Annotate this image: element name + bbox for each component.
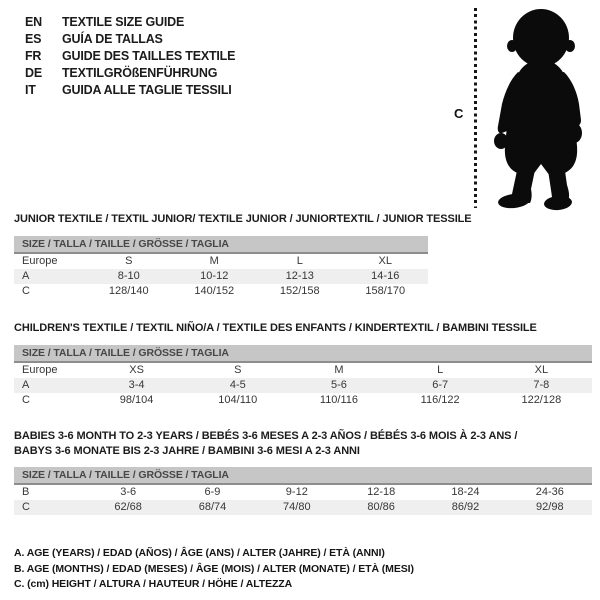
height-measure-label: C bbox=[454, 106, 464, 121]
lang-title-es: GUÍA DE TALLAS bbox=[62, 31, 163, 46]
cell: L bbox=[296, 255, 303, 267]
cell: 10-12 bbox=[200, 270, 229, 282]
cell: 122/128 bbox=[521, 394, 562, 406]
row-label: Europe bbox=[22, 255, 58, 267]
section-babies-textile bbox=[14, 429, 592, 515]
cell: 68/74 bbox=[198, 501, 227, 513]
junior-size-table bbox=[14, 236, 428, 299]
lang-code-de: DE bbox=[25, 65, 42, 80]
cell: 6-7 bbox=[432, 379, 449, 391]
children-size-table bbox=[14, 345, 592, 408]
cell: 3-6 bbox=[120, 486, 137, 498]
language-header bbox=[25, 13, 235, 98]
cell: 8-10 bbox=[117, 270, 140, 282]
lang-row-de bbox=[25, 64, 235, 81]
note-age-months: B. AGE (MONTHS) / EDAD (MESES) / ÂGE (MOIS) / ALTER (MONATE) / ETÀ (MESI) bbox=[14, 562, 414, 575]
children-section-title: CHILDREN'S TEXTILE / TEXTIL NIÑO/A / TEXTILE DES ENFANTS / KINDERTEXTIL / BAMBINI TESSILE bbox=[14, 322, 537, 334]
lang-code-en: EN bbox=[25, 14, 42, 29]
cell: M bbox=[209, 255, 219, 267]
cell: 128/140 bbox=[108, 285, 149, 297]
legend-notes bbox=[14, 546, 592, 593]
cell: 4-5 bbox=[229, 379, 246, 391]
cell: XS bbox=[129, 364, 144, 376]
cell: 152/158 bbox=[279, 285, 320, 297]
cell: M bbox=[334, 364, 344, 376]
junior-size-header: SIZE / TALLA / TAILLE / GRÖSSE / TAGLIA bbox=[14, 236, 428, 254]
cell: 6-9 bbox=[204, 486, 221, 498]
cell: S bbox=[125, 255, 133, 267]
lang-row-it bbox=[25, 81, 235, 98]
lang-row-es bbox=[25, 30, 235, 47]
junior-section-title: JUNIOR TEXTILE / TEXTIL JUNIOR/ TEXTILE JUNIOR / JUNIORTEXTIL / JUNIOR TESSILE bbox=[14, 213, 472, 225]
cell: XL bbox=[534, 364, 549, 376]
note-height-cm: C. (cm) HEIGHT / ALTURA / HAUTEUR / HÖHE / ALTEZZA bbox=[14, 578, 293, 590]
cell: 92/98 bbox=[536, 501, 564, 513]
table-row bbox=[14, 363, 592, 378]
cell: 86/92 bbox=[451, 501, 480, 513]
lang-title-fr: GUIDE DES TAILLES TEXTILE bbox=[62, 48, 236, 63]
lang-title-en: TEXTILE SIZE GUIDE bbox=[62, 14, 185, 29]
cell: 5-6 bbox=[331, 379, 347, 391]
cell: 110/116 bbox=[319, 394, 359, 406]
cell: 140/152 bbox=[194, 285, 235, 297]
row-label: C bbox=[22, 501, 30, 513]
cell: 158/170 bbox=[365, 285, 406, 297]
row-label: B bbox=[22, 486, 30, 498]
row-label: Europe bbox=[22, 364, 58, 376]
lang-title-de: TEXTILGRÖßENFÜHRUNG bbox=[62, 65, 218, 80]
cell: 116/122 bbox=[420, 394, 460, 406]
table-row bbox=[14, 284, 428, 299]
cell: 98/104 bbox=[119, 394, 154, 406]
lang-code-fr: FR bbox=[25, 48, 42, 63]
cell: L bbox=[437, 364, 444, 376]
cell: 12-18 bbox=[367, 486, 396, 498]
cell: 18-24 bbox=[451, 486, 480, 498]
cell: 3-4 bbox=[128, 379, 145, 391]
cell: 9-12 bbox=[285, 486, 308, 498]
table-row bbox=[14, 393, 592, 408]
section-junior-textile bbox=[14, 212, 592, 299]
babies-size-header: SIZE / TALLA / TAILLE / GRÖSSE / TAGLIA bbox=[14, 467, 592, 485]
note-age-years: A. AGE (YEARS) / EDAD (AÑOS) / ÂGE (ANS) / ALTER (JAHRE) / ETÀ (ANNI) bbox=[14, 547, 385, 559]
cell: 104/110 bbox=[218, 394, 258, 406]
lang-title-it: GUIDA ALLE TAGLIE TESSILI bbox=[62, 82, 232, 97]
table-row bbox=[14, 254, 428, 269]
children-size-header: SIZE / TALLA / TAILLE / GRÖSSE / TAGLIA bbox=[14, 345, 592, 363]
table-row bbox=[14, 269, 428, 284]
size-tables bbox=[14, 212, 592, 593]
row-label: A bbox=[22, 379, 30, 391]
row-label: A bbox=[22, 270, 30, 282]
lang-row-fr bbox=[25, 47, 235, 64]
table-row bbox=[14, 485, 592, 500]
section-children-textile bbox=[14, 321, 592, 408]
table-row bbox=[14, 500, 592, 515]
cell: 74/80 bbox=[283, 501, 311, 513]
table-row bbox=[14, 378, 592, 393]
cell: 24-36 bbox=[535, 486, 564, 498]
cell: XL bbox=[378, 255, 392, 267]
lang-row-en bbox=[25, 13, 235, 30]
cell: 80/86 bbox=[367, 501, 395, 513]
row-label: C bbox=[22, 394, 30, 406]
lang-code-es: ES bbox=[25, 31, 42, 46]
babies-size-table bbox=[14, 467, 592, 515]
cell: S bbox=[234, 364, 242, 376]
baby-silhouette-icon bbox=[482, 6, 598, 212]
lang-code-it: IT bbox=[25, 82, 36, 97]
row-label: C bbox=[22, 285, 30, 297]
cell: 7-8 bbox=[533, 379, 550, 391]
cell: 12-13 bbox=[285, 270, 314, 282]
babies-section-title: BABIES 3-6 MONTH TO 2-3 YEARS / BEBÉS 3-6 MESES A 2-3 AÑOS / BÉBÉS 3-6 MOIS À 2-3 ANS / BABYS 3-6 MONATE BIS 2-3 JAHRE / BAMBINI 3-6 MESI A 2-3 ANNI bbox=[14, 430, 518, 457]
height-dotted-line bbox=[474, 8, 477, 208]
cell: 62/68 bbox=[114, 501, 142, 513]
cell: 14-16 bbox=[371, 270, 400, 282]
